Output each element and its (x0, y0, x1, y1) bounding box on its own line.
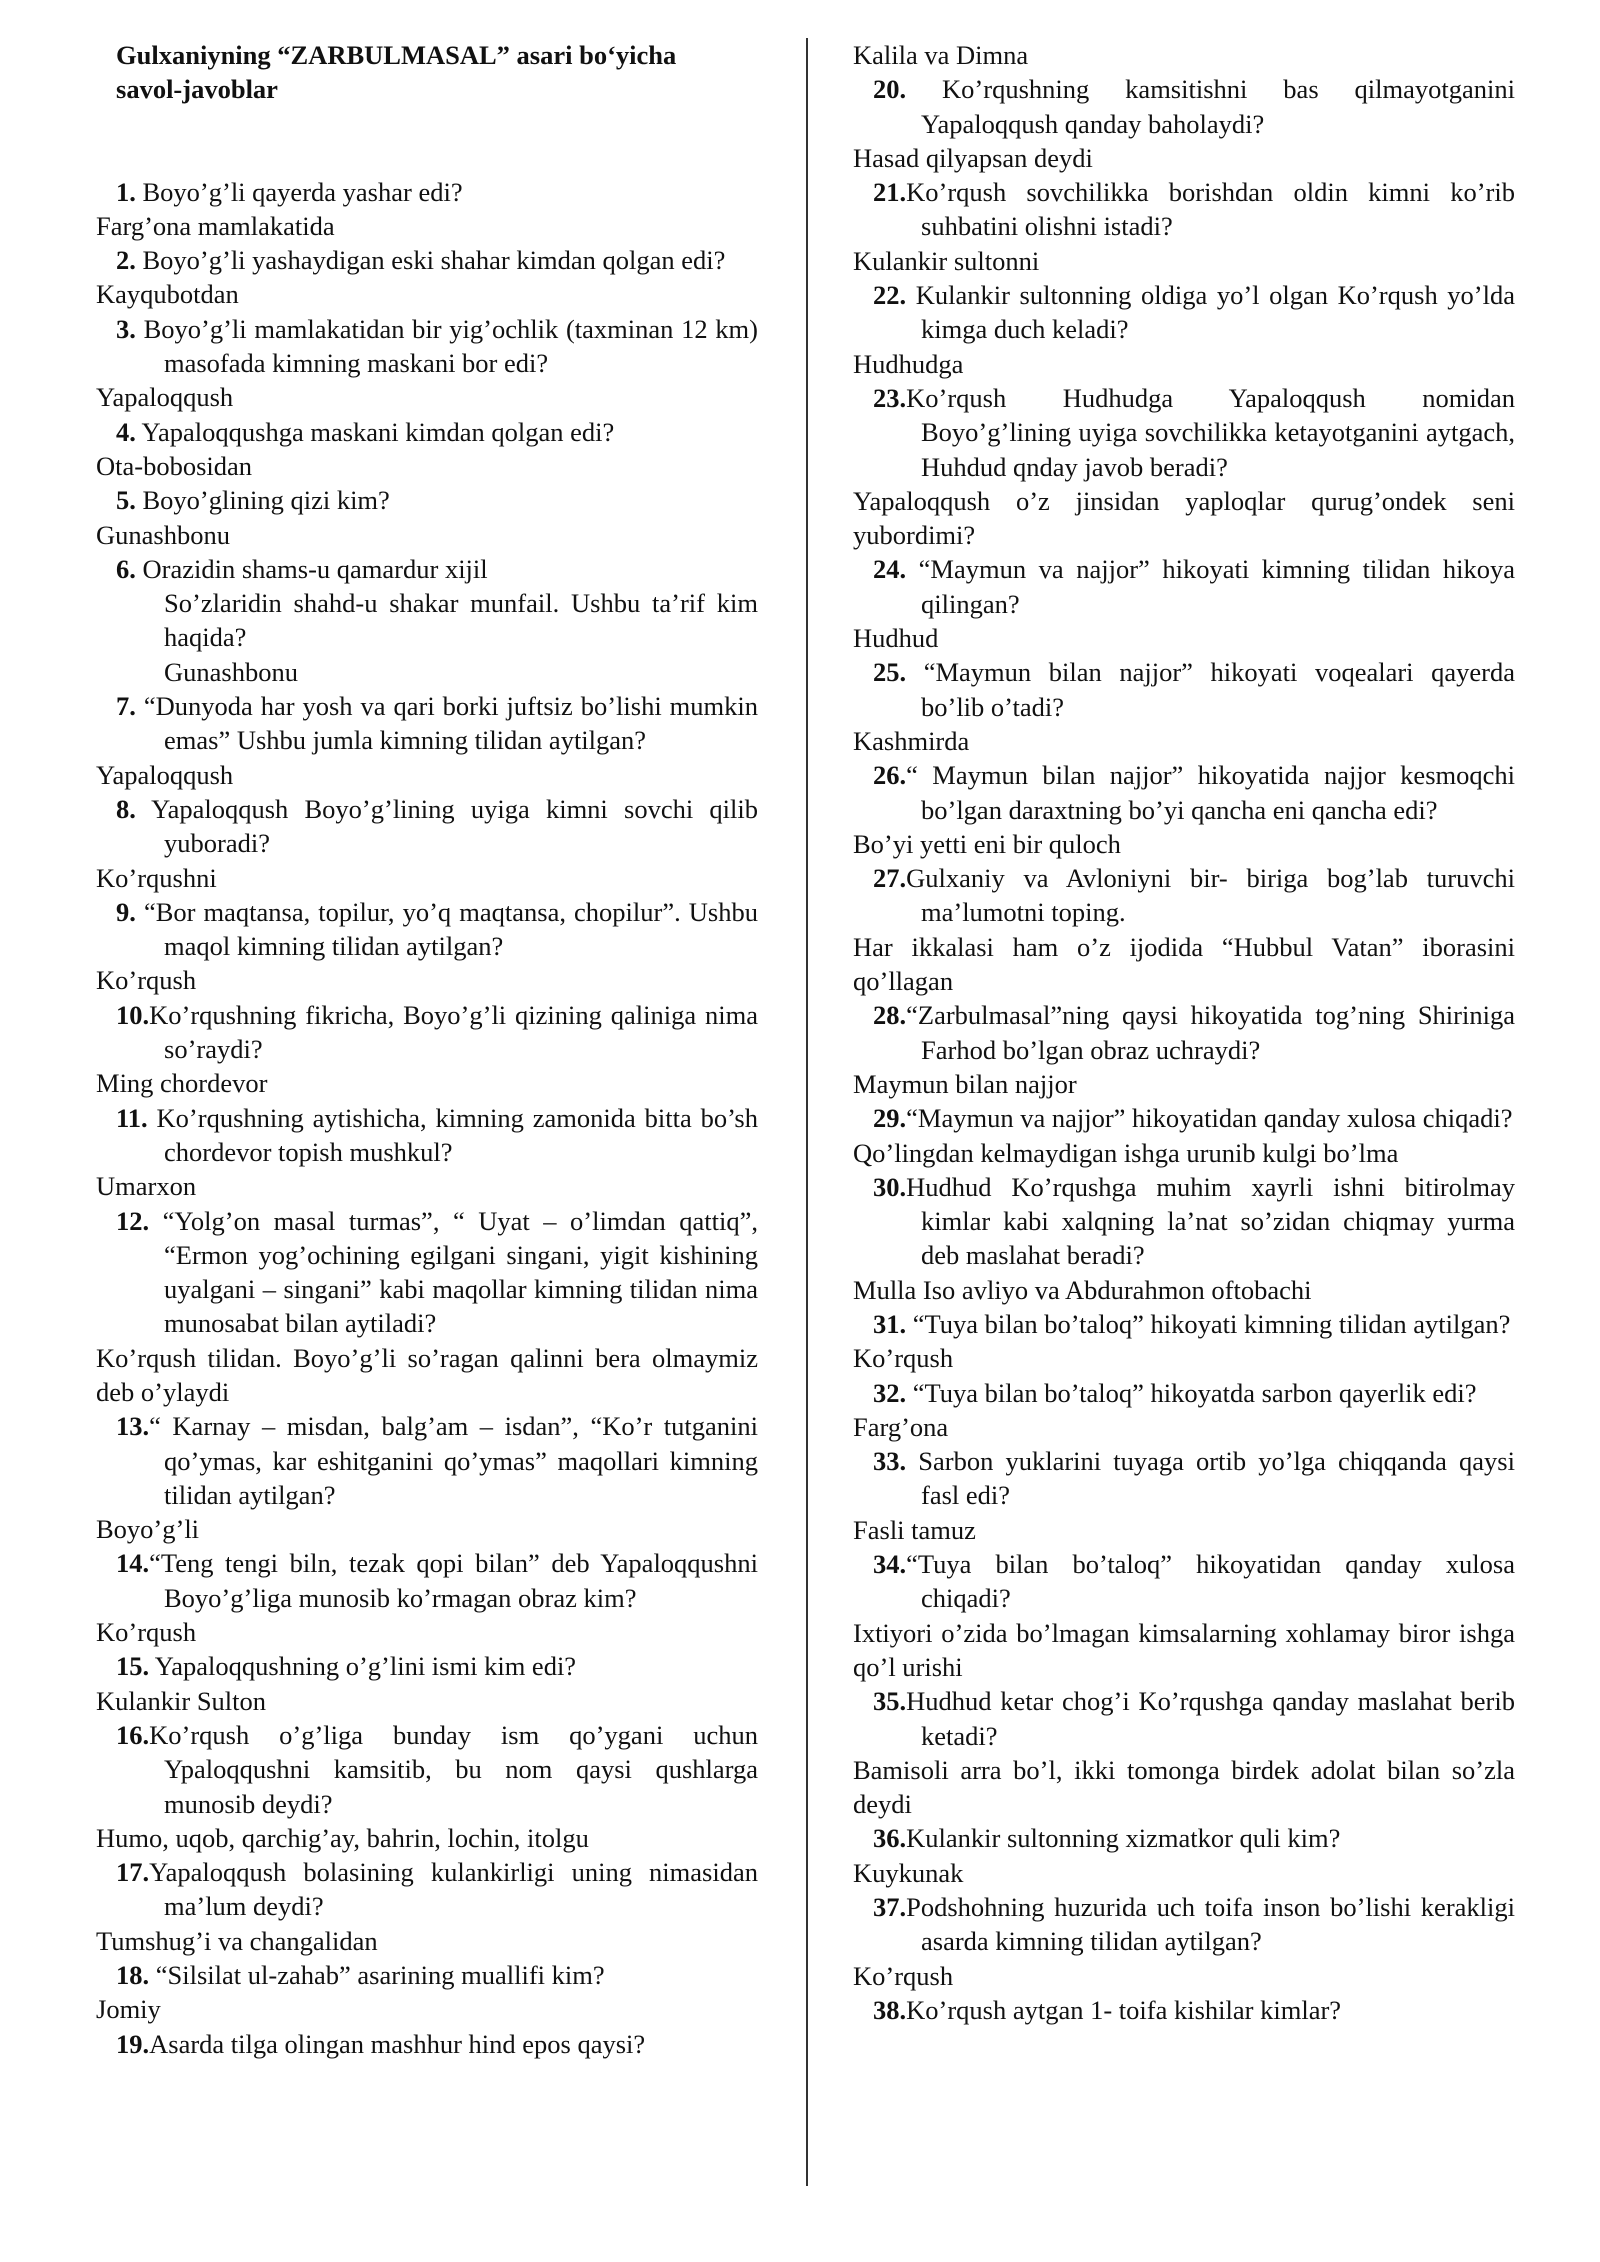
answer: Fasli tamuz (853, 1514, 976, 1545)
answer: Jomiy (96, 1994, 161, 2025)
question (96, 415, 758, 449)
answer: Gunashbonu (96, 519, 230, 550)
question-text: Ko’rqush Hudhudga Yapaloqqush nomidan Boyo’g’lining uyiga sovchilikka ketayotganini aytgach, Huhdud qnday javob beradi? (906, 382, 1515, 482)
answer: Gunashbonu (164, 656, 298, 687)
question (853, 1993, 1515, 2027)
question (853, 1444, 1515, 1513)
answer: Kuykunak (853, 1857, 964, 1888)
question-number: 2. (116, 245, 136, 276)
question (96, 792, 758, 861)
question (853, 1547, 1515, 1616)
question-text: Yapaloqqushning o’g’lini ismi kim edi? (149, 1651, 577, 1682)
answer: Yapaloqqush (96, 382, 234, 413)
answer: Ota-bobosidan (96, 450, 253, 481)
question-text: “Zarbulmasal”ning qaysi hikoyatida tog’ning Shiriniga Farhod bo’lgan obraz uchraydi? (906, 1000, 1515, 1065)
question (853, 1101, 1515, 1135)
question-number: 10. (116, 999, 150, 1030)
answer: Ko’rqush (853, 1343, 954, 1374)
question-text: Ko’rqush o’g’liga bunday ism qo’ygani uchun Ypaloqqushni kamsitib, bu nom qaysi qushlarga munosib deydi? (149, 1719, 758, 1819)
answer: Ko’rqush (853, 1960, 954, 1991)
question-number: 18. (116, 1960, 150, 1991)
question-number: 35. (873, 1686, 907, 1717)
question-number: 20. (873, 74, 907, 105)
answer: Kayqubotdan (96, 279, 239, 310)
question-text: “Dunyoda har yosh va qari borki juftsiz bo’lishi mumkin emas” Ushbu jumla kimning tilidan aytilgan? (135, 691, 758, 756)
question-number: 32. (873, 1377, 907, 1408)
question-text: Podshohning huzurida uch toifa inson bo’lishi kerakligi asarda kimning tilidan aytilgan? (906, 1892, 1515, 1957)
question-text: Hudhud Ko’rqushga muhim xayrli ishni bitirolmay kimlar kabi xalqning la’nat so’zidan chiqmay yurma deb maslahat beradi? (906, 1171, 1515, 1271)
question-text: Hudhud ketar chog’i Ko’rqushga qanday maslahat berib ketadi? (906, 1686, 1515, 1751)
question (853, 1821, 1515, 1855)
question-number: 25. (873, 657, 907, 688)
question-number: 13. (116, 1411, 150, 1442)
question-text: So’zlaridin shahd-u shakar munfail. Ushbu ta’rif kim haqida? (164, 588, 758, 653)
answer: Hudhudga (853, 348, 964, 379)
right-column (853, 38, 1515, 2027)
question-number: 27. (873, 863, 907, 894)
question (96, 998, 758, 1067)
question (96, 2027, 758, 2061)
question-number: 37. (873, 1892, 907, 1923)
answer: Bo’yi yetti eni bir quloch (853, 828, 1121, 859)
answer: Ko’rqush tilidan. Boyo’g’li so’ragan qalinni bera olmaymiz deb o’ylaydi (96, 1342, 758, 1407)
question (96, 1101, 758, 1170)
qa-list-right (853, 38, 1515, 2027)
question-number: 28. (873, 1000, 907, 1031)
question (96, 552, 758, 586)
title-line: Gulxaniyning “ZARBULMASAL” asari bo‘yicha (116, 40, 677, 70)
question-text: “Maymun va najjor” hikoyatidan qanday xulosa chiqadi? (906, 1103, 1513, 1134)
answer: Farg’ona mamlakatida (96, 210, 335, 241)
question (96, 483, 758, 517)
question (96, 689, 758, 758)
question (853, 278, 1515, 347)
question-text: Ko’rqushning fikricha, Boyo’g’li qizining qaliniga nima so’raydi? (149, 999, 758, 1065)
answer: Maymun bilan najjor (853, 1068, 1077, 1099)
question-number: 31. (873, 1308, 907, 1339)
question-text: Boyo’g’li qayerda yashar edi? (135, 176, 463, 207)
question (853, 758, 1515, 827)
question-text: Kulankir sultonning oldiga yo’l olgan Ko’rqush yo’lda kimga duch keladi? (906, 280, 1515, 345)
question (853, 655, 1515, 724)
question-number: 33. (873, 1446, 907, 1477)
question (96, 1546, 758, 1615)
answer: Boyo’g’li (96, 1514, 200, 1545)
question-number: 16. (116, 1719, 150, 1750)
answer: Humo, uqob, qarchig’ay, bahrin, lochin, itolgu (96, 1822, 589, 1853)
answer: Ko’rqushni (96, 862, 217, 893)
question (853, 1376, 1515, 1410)
question-number: 17. (116, 1857, 150, 1888)
answer: Yapaloqqush (96, 759, 234, 790)
question (96, 1958, 758, 1992)
question (853, 72, 1515, 141)
answer: Har ikkalasi ham o’z ijodida “Hubbul Vatan” iborasini qo’llagan (853, 931, 1515, 997)
question-number: 34. (873, 1549, 907, 1580)
question-number: 9. (116, 896, 136, 927)
qa-list-left (96, 175, 758, 2061)
question-number: 11. (116, 1102, 148, 1133)
question-text: Gulxaniy va Avloniyni bir- biriga bog’lab turuvchi ma’lumotni toping. (906, 863, 1515, 928)
question-number: 30. (873, 1171, 907, 1202)
answer: Mulla Iso avliyo va Abdurahmon oftobachi (853, 1274, 1312, 1305)
answer: Kulankir sultonni (853, 245, 1040, 276)
question-text: “ Karnay – misdan, balg’am – isdan”, “Ko’r tutganini qo’ymas, kar eshitganini qo’ymas” maqollari kimning tilidan aytilgan? (149, 1411, 758, 1510)
question-text: Ko’rqushning kamsitishni bas qilmayotganini Yapaloqqush qanday baholaydi? (906, 74, 1515, 139)
column-divider (806, 38, 808, 2186)
question (96, 1649, 758, 1683)
question (96, 1204, 758, 1341)
question-text: “Tuya bilan bo’taloq” hikoyatda sarbon qayerlik edi? (906, 1377, 1477, 1408)
question-text: Boyo’glining qizi kim? (135, 485, 390, 516)
answer: Kashmirda (853, 725, 970, 756)
question-number: 14. (116, 1548, 150, 1579)
question-number: 19. (116, 2028, 150, 2059)
question-number: 23. (873, 382, 907, 413)
answer: Farg’ona (853, 1411, 949, 1442)
answer: Hudhud (853, 623, 939, 654)
question-text: Yapaloqqush bolasining kulankirligi uning nimasidan ma’lum deydi? (149, 1857, 758, 1922)
answer: Ko’rqush (96, 965, 197, 996)
question-number: 21. (873, 177, 907, 208)
question-text: “Teng tengi biln, tezak qopi bilan” deb Yapaloqqushni Boyo’g’liga munosib ko’rmagan obraz kim? (149, 1548, 758, 1613)
question-text: Boyo’g’li yashaydigan eski shahar kimdan qolgan edi? (135, 245, 726, 276)
answer: Yapaloqqush o’z jinsidan yaploqlar qurug’ondek seni yubordimi? (853, 485, 1515, 551)
question-number: 38. (873, 1994, 907, 2025)
question-text: “Bor maqtansa, topilur, yo’q maqtansa, chopilur”. Ushbu maqol kimning tilidan aytilgan? (135, 896, 758, 962)
title-spacer (96, 107, 758, 175)
question-text: Ko’rqushning aytishicha, kimning zamonida bitta bo’sh chordevor topish mushkul? (147, 1102, 758, 1167)
answer: Ixtiyori o’zida bo’lmagan kimsalarning xohlamay biror ishga qo’l urishi (853, 1617, 1515, 1682)
question-text: “Silsilat ul-zahab” asarining muallifi kim? (149, 1960, 605, 1991)
question-text: Ko’rqush sovchilikka borishdan oldin kimni ko’rib suhbatini olishni istadi? (906, 177, 1515, 242)
question-text: Boyo’g’li mamlakatidan bir yig’ochlik (taxminan 12 km) masofada kimning maskani bor edi? (135, 313, 758, 379)
question-text: Orazidin shams-u qamardur xijil (135, 553, 488, 584)
question (853, 381, 1515, 484)
question (96, 175, 758, 209)
question (853, 1170, 1515, 1273)
question-number: 22. (873, 280, 907, 311)
question-text: “Tuya bilan bo’taloq” hikoyati kimning tilidan aytilgan? (906, 1308, 1511, 1339)
question-text: Ko’rqush aytgan 1- toifa kishilar kimlar? (906, 1994, 1342, 2025)
question-number: 26. (873, 760, 907, 791)
question-number: 8. (116, 793, 136, 824)
question-number: 4. (116, 416, 136, 447)
document-title (116, 38, 758, 107)
question (853, 1890, 1515, 1959)
question (96, 895, 758, 964)
question-text: Kulankir sultonning xizmatkor quli kim? (906, 1823, 1341, 1854)
question-text: “Yolg’on masal turmas”, “ Uyat – o’limdan qattiq”, “Ermon yog’ochining egilgani singani, yigit kishining uyalgani – singani” kabi maqollar kimning tilidan nima munosabat bilan aytiladi? (149, 1205, 758, 1339)
question (853, 1307, 1515, 1341)
answer: Bamisoli arra bo’l, ikki tomonga birdek adolat bilan so’zla deydi (853, 1754, 1515, 1820)
question (96, 1855, 758, 1924)
question-number: 7. (116, 691, 136, 722)
question-number: 15. (116, 1651, 150, 1682)
question-text: “Maymun va najjor” hikoyati kimning tilidan hikoya qilingan? (906, 554, 1515, 619)
answer: Umarxon (96, 1171, 197, 1202)
question-text: “Tuya bilan bo’taloq” hikoyatidan qanday xulosa chiqadi? (906, 1549, 1515, 1614)
answer: Hasad qilyapsan deydi (853, 142, 1093, 173)
left-column (96, 38, 758, 2061)
question (96, 312, 758, 381)
question-text: Yapaloqqushga maskani kimdan qolgan edi? (135, 416, 615, 447)
question-number: 36. (873, 1823, 907, 1854)
question-text: Yapaloqqush Boyo’g’lining uyiga kimni sovchi qilib yuboradi? (135, 793, 758, 859)
question-number: 12. (116, 1205, 150, 1236)
question-number: 29. (873, 1103, 907, 1134)
answer: Qo’lingdan kelmaydigan ishga urunib kulgi bo’lma (853, 1137, 1399, 1168)
question (96, 243, 758, 277)
question-number: 1. (116, 176, 136, 207)
question (853, 861, 1515, 930)
answer: Tumshug’i va changalidan (96, 1925, 378, 1956)
question-text: “ Maymun bilan najjor” hikoyatida najjor kesmoqchi bo’lgan daraxtning bo’yi qancha eni qancha edi? (906, 760, 1515, 825)
answer: Ming chordevor (96, 1068, 268, 1099)
title-line: savol-javoblar (116, 74, 278, 105)
question (853, 552, 1515, 621)
question-number: 3. (116, 313, 136, 344)
question-text: Sarbon yuklarini tuyaga ortib yo’lga chiqqanda qaysi fasl edi? (906, 1446, 1515, 1511)
question-number: 6. (116, 553, 136, 584)
question-text: Asarda tilga olingan mashhur hind epos qaysi? (149, 2028, 646, 2059)
answer: Kulankir Sulton (96, 1685, 267, 1716)
answer: Kalila va Dimna (853, 40, 1029, 70)
question (96, 1718, 758, 1821)
question-number: 24. (873, 554, 907, 585)
question (96, 1409, 758, 1512)
question-text: “Maymun bilan najjor” hikoyati voqealari qayerda bo’lib o’tadi? (906, 657, 1515, 722)
answer: Ko’rqush (96, 1617, 197, 1648)
question (853, 1684, 1515, 1753)
question-number: 5. (116, 485, 136, 516)
question (853, 998, 1515, 1067)
question (853, 175, 1515, 244)
